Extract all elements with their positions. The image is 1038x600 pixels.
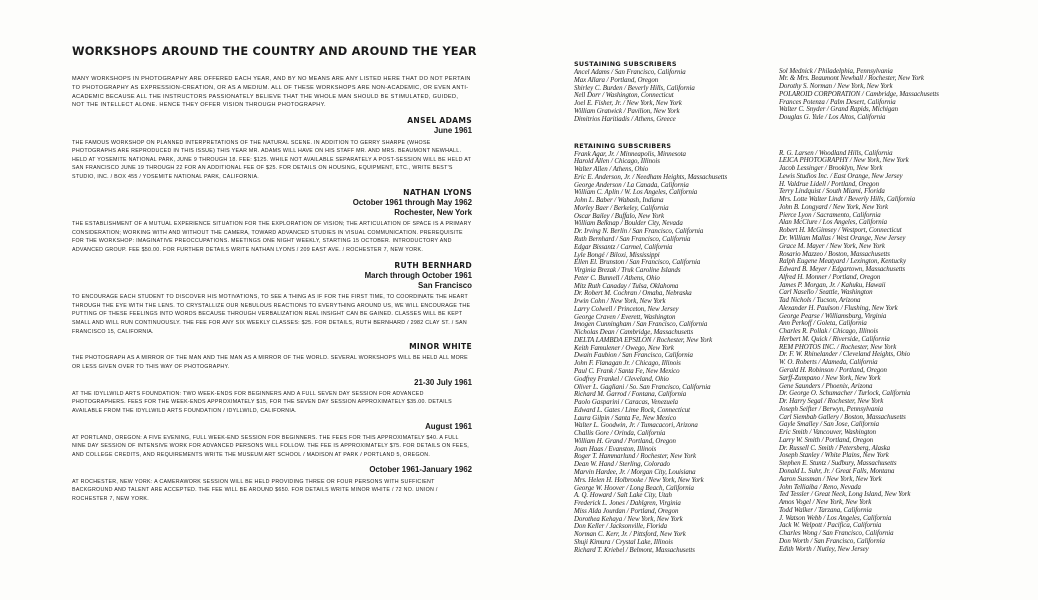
subscriber-entry: Shuji Kimura / Crystal Lake, Illinois [574,538,673,546]
subscriber-entry: Gerald H. Robinson / Portland, Oregon [779,367,887,375]
subscriber-entry: Alfred H. Monner / Portland, Oregon [779,273,881,281]
subscriber-entry: LEICA PHOTOGRAPHY / New York, New York [779,157,909,165]
subscriber-entry: Virginia Brezak / Truk Caroline Islands [574,267,681,275]
workshop-date-place: August 1961 [425,421,472,431]
sustaining-heading: SUSTAINING SUBSCRIBERS [574,60,677,68]
subscriber-entry: Lewis Studios Inc. / East Orange, New Jersey [779,172,903,180]
retaining-col-2 [779,142,974,555]
subscriber-entry: Frank Agar, Jr. / Minneapolis, Minnesota [574,150,686,158]
subscriber-entry: Irwin Cohn / New York, New York [574,298,666,306]
article-title: WORKSHOPS AROUND THE COUNTRY AND AROUND THE YEAR [72,44,477,58]
retaining-subscribers [574,142,974,555]
subscriber-entry: Alan McClure / Los Angeles, California [779,219,887,227]
subscriber-entry: R. G. Larsen / Woodland Hills, California [779,149,893,157]
workshop-date-place: San Francisco [418,280,472,290]
workshop-heading [72,261,472,292]
subscriber-entry: Paul C. Frank / Santa Fe, New Mexico [574,368,680,376]
subscriber-entry: Charles Wong / San Francisco, California [779,530,894,538]
subscriber-entry: Godfrey Frankel / Cleveland, Ohio [574,375,669,383]
subscriber-entry: J. Watson Webb / Los Angeles, California [779,514,892,522]
subscriber-entry: Frances Potenza / Palm Desert, California [779,98,896,106]
sustaining-col-1 [574,60,769,124]
sustaining-col-2 [779,60,974,124]
subscriber-entry: DELTA LAMBDA EPSILON / Rochester, New York [574,336,713,344]
subscriber-entry: William C. Aplin / W. Los Angeles, California [574,189,698,197]
subscriber-entry: Carl Nasello / Seattle, Washington [779,289,873,297]
subscriber-entry: Dimitrios Haritiadis / Athens, Greece [574,115,676,123]
subscriber-entry: John L. Baber / Wabash, Indiana [574,197,664,205]
subscriber-entry: Shirley C. Burden / Beverly Hills, California [574,84,695,92]
subscriber-entry: Walter L. Goodwin, Jr. / Tumacacori, Arizona [574,422,698,430]
workshop-heading [72,422,472,432]
intro-paragraph: MANY WORKSHOPS IN PHOTOGRAPHY ARE OFFERED EACH YEAR, AND BY NO MEANS ARE ANY LISTED HERE THAT DO NOT PERTAIN TO PHOTOGRAPHY AS EXPRESSION-CREATION, OR AS A MEDIUM. ALL OF THESE WORKSHOPS ARE NON-ACADEMIC, OR EVEN ANTI-ACADEMIC BECAUSE ALL THE INSTRUCTORS PASSIONATELY BELIEVE THAT THE WHOLE MAN SHOULD BE STIMULATED, GUIDED, NOT THE INTELLECT ALONE. HENCE THEY OFFER VISION THROUGH PHOTOGRAPHY. [72,76,471,109]
workshop-date-place: October 1961 through May 1962 [352,197,472,207]
subscriber-entry: Dwain Faubion / San Francisco, California [574,352,693,360]
subscriber-entry: John B. Longyard / New York, New York [779,203,888,211]
subscriber-entry: Paolo Gasparini / Caracas, Venezuela [574,399,679,407]
subscriber-entry: Dr. Harry Segal / Rochester, New York [779,398,884,406]
subscriber-entry: Roger T. Hammarlund / Rochester, New York [574,453,696,461]
workshop-description: AT PORTLAND, OREGON: A FIVE EVENING, FULL WEEK-END SESSION FOR BEGINNERS. THE FEES FOR THIS APPROXIMATELY $40. A FULL NINE DAY SESSION OF INTENSIVE WORK FOR ADVANCED PERSONS WILL FOLLOW. THE FEE IS APPROXIMATELY $75. FOR DETAILS ON FEES, AND COLLEGE CREDITS, AND REQUIREMENTS WRITE THE MUSEUM ART SCHOOL / MADISON AT PARK / PORTLAND 5, OREGON. [72,434,470,458]
subscriber-entry: George W. Hoover / Long Beach, California [574,484,694,492]
subscriber-entry: Keith Famulener / Owego, New York [574,344,674,352]
subscriber-entry: Harold Allen / Chicago, Illinois [574,158,660,166]
workshop-description: THE ESTABLISHMENT OF A MUTUAL EXPERIENCE SITUATION FOR THE EXPLORATION OF VISION; THE ARTICULATION OF SPACE IS A PRIMARY CONSIDERATION; WORKING WITH AND WITHOUT THE CAMERA, TOWARD ADVANCED STUDIES IN VISUAL COMMUNICATION. PREREQUISITE FOR THE WORKSHOP: IMAGINATIVE PREOCCUPATIONS. MEETINGS ONE NIGHT WEEKLY, STARTING 15 OCTOBER. INTRODUCTORY AND ADVANCED GROUP. FEE $50.00. FOR FURTHER DETAILS WRITE NATHAN LYONS / 209 EAST AVE. / ROCHESTER 7, NEW YORK. [72,221,472,253]
subscriber-entry: Todd Walker / Tarzana, California [779,506,872,514]
subscriber-entry: Terry Lindquist / South Miami, Florida [779,188,885,196]
subscriber-entry: Lyle Bongé / Biloxi, Mississippi [574,251,660,259]
subscriber-entry: Ruth Bernhard / San Francisco, California [574,236,691,243]
subscriber-entry: Morley Baer / Berkeley, California [574,204,669,212]
subscriber-entry: James P. Morgan, Jr. / Kahuku, Hawaii [779,281,886,289]
subscriber-entry: Carl Siembab Gallery / Boston, Massachusetts [779,413,906,421]
subscriber-entry: REM PHOTOS INC. / Rochester, New York [779,343,897,351]
workshop-date-place: October 1961-January 1962 [369,465,472,475]
subscriber-entry: Dr. George O. Schumacher / Turlock, California [779,390,911,398]
subscriber-entry: Dorothea Kehaya / New York, New York [574,515,683,523]
subscriber-entry: Eric E. Anderson, Jr. / Needham Heights, Massachusetts [574,173,728,181]
workshop-date-place: Rochester, New York [394,207,472,217]
workshop-description: TO ENCOURAGE EACH STUDENT TO DISCOVER HIS MOTIVATIONS, TO SEE A THING AS IF FOR THE FIRST TIME, TO COORDINATE THE HEART THROUGH THE EYE WITH THE LENS. TO CRYSTALLIZE OUR NEBULOUS REACTIONS TO EVERYTHING AROUND US, WE WILL ENCOURAGE THE PUTTING OF THESE FEELINGS INTO WORDS BECAUSE THROUGH VERBALIZATION REAL INSIGHT CAN BE GAINED. CLASSES WILL BE KEPT SMALL AND WILL RUN CONTINUOUSLY. THE FEE FOR ANY SIX WEEKLY CLASSES: $25. FOR DETAILS, RUTH BERNHARD / 2982 CLAY ST. / SAN FRANCISCO 15, CALIFORNIA. [72,294,471,335]
subscriber-entry: Dr. Irving N. Berlin / San Francisco, California [574,228,704,236]
subscriber-entry: John Telliaiba / Reno, Nevada [779,483,861,491]
subscribers-section [574,60,974,554]
subscriber-entry: Ralph Eugene Meatyard / Lexington, Kentucky [779,258,906,266]
subscriber-entry: Peter C. Bunnell / Athens, Ohio [574,274,660,282]
subscriber-entry: Larry W. Smith / Portland, Oregon [779,436,874,444]
subscriber-entry: Ellen El. Brunston / San Francisco, California [574,259,701,267]
subscriber-entry: Gene Saunders / Phoenix, Arizona [779,382,873,390]
subscriber-entry: H. Valdrue Lidell / Portland, Oregon [779,180,879,188]
workshops-list [72,116,472,503]
workshop-date-place: March through October 1961 [364,270,472,280]
subscriber-entry: Donald L. Suhr, Jr. / Great Falls, Montana [779,467,895,475]
subscriber-entry: Imogen Cunningham / San Francisco, California [574,321,708,329]
subscriber-entry: George Craven / Everett, Washington [574,313,676,321]
subscriber-entry: Dr. F. W. Rhinelander / Cleveland Heights, Ohio [779,351,911,359]
subscriber-entry: Pierce Lyon / Sacramento, California [779,211,881,219]
subscriber-entry: Charles R. Pollak / Chicago, Illinois [779,328,879,336]
subscriber-entry: Don Worth / San Francisco, California [779,537,885,545]
subscriber-entry: Mrs. Helen H. Holbrooke / New York, New York [574,476,704,484]
subscriber-entry: Edward B. Meyer / Edgartown, Massachusetts [779,266,906,274]
subscriber-entry: Robert H. McGimsey / Westport, Connecticut [779,227,902,235]
subscriber-entry: Laura Gilpin / Santa Fe, New Mexico [574,414,677,422]
subscriber-entry: Joan Haas / Evanston, Illinois [574,445,657,453]
subscriber-entry: Gayle Smalley / San Jose, California [779,421,880,429]
workshop-heading [72,188,472,219]
subscriber-entry: Amos Vogel / New York, New York [779,499,872,507]
subscriber-entry: Oscar Bailey / Buffalo, New York [574,212,665,220]
subscriber-entry: Edgar Bissantz / Carmel, California [574,243,673,251]
subscriber-entry: William Gratwick / Pavilion, New York [574,107,680,115]
subscriber-entry: Herbert M. Quick / Riverside, California [779,335,890,343]
workshop-instructor: ANSEL ADAMS [407,116,472,126]
workshop-heading [72,116,472,136]
subscriber-entry: Eric Smith / Vancouver, Washington [779,429,876,437]
subscriber-entry: William Belknap / Boulder City, Nevada [574,220,683,228]
subscriber-entry: Frederick L. Jones / Dahlgren, Virginia [574,500,681,508]
subscriber-entry: Dr. Russell C. Smith / Petersberg, Alaska [779,444,891,452]
subscriber-entry: Mr. & Mrs. Beaumont Newhall / Rochester, New York [779,75,924,83]
workshop-description: AT THE IDYLLWILD ARTS FOUNDATION: TWO WEEK-ENDS FOR BEGINNERS AND A FULL SEVEN DAY SESSION FOR ADVANCED PHOTOGRAPHERS. FEES FOR THE WEEK-ENDS APPROXIMATELY $15, FOR THE SEVEN DAY SESSION APPROXIMATELY $35.00. DETAILS AVAILABLE FROM THE IDYLLWILD ARTS FOUNDATION / IDYLLWILD, CALIFORNIA. [72,390,452,414]
subscriber-entry: Edith Worth / Nutley, New Jersey [779,545,869,553]
subscriber-entry: Sarff-Zumpano / New York, New York [779,374,881,382]
subscriber-entry: Larry Colwell / Princeton, New Jersey [574,305,679,313]
subscriber-entry: Joseph Stanley / White Plains, New York [779,452,889,460]
retaining-col-1 [574,142,769,555]
subscriber-entry: Jacob Lessinger / Brooklyn, New York [779,165,883,173]
subscriber-entry: Ann Perkoff / Goleta, California [779,320,867,328]
subscriber-entry: Aaron Sussman / New York, New York [779,475,882,483]
subscriber-entry: Nicholas Dean / Cambridge, Massachusetts [574,329,694,337]
subscriber-entry: Richard T. Kriebel / Belmont, Massachusetts [574,546,695,554]
subscriber-entry: Edward L. Gates / Lime Rock, Connecticut [574,406,691,414]
subscriber-entry: Don Keller / Jacksonville, Florida [574,523,668,531]
workshop-description: THE FAMOUS WORKSHOP ON PLANNED INTERPRETATIONS OF THE NATURAL SCENE. IN ADDITION TO GERRY SHARPE (WHOSE PHOTOGRAPHS ARE REPRODUCED IN THIS ISSUE) THIS YEAR MR. ADAMS WILL HAVE ON HIS STAFF MR. AND MRS. BEAUMONT NEWHALL. HELD AT YOSEMITE NATIONAL PARK, JUNE 9 THROUGH 18. FEE: $125. WHILE NOT AVAILABLE SEPARATELY A POST-SESSION WILL BE HELD AT SAN FRANCISCO JUNE 19 THROUGH 22 FOR AN ADDITIONAL FEE OF $25. FOR DETAILS ON HOUSING, EQUIPMENT, ETC., WRITE BEST'S STUDIO, INC. / BOX 455 / YOSEMITE NATIONAL PARK, CALIFORNIA. [72,139,472,180]
subscriber-entry: Max Allara / Portland, Oregon [574,76,659,84]
subscriber-entry: Walter Allen / Athens, Ohio [574,166,649,174]
workshops-article [72,44,477,503]
subscriber-entry: Rosario Mazzeo / Boston, Massachusetts [779,250,890,258]
subscriber-entry: Stephen E. Stuntz / Sudbury, Massachusetts [779,460,897,468]
workshop-description: THE PHOTOGRAPH AS A MIRROR OF THE MAN AND THE MAN AS A MIRROR OF THE WORLD. SEVERAL WORKSHOPS WILL BE HELD ALL MORE OR LESS GIVEN OVER TO THIS WAY OF PHOTOGRAPHY. [72,355,468,370]
workshop-date-place: 21-30 July 1961 [414,377,472,387]
sustaining-subscribers [574,60,974,124]
subscriber-entry: Nell Dorr / Washington, Connecticut [574,92,674,100]
workshop-instructor: NATHAN LYONS [403,187,472,197]
subscriber-entry: A. Q. Howard / Salt Lake City, Utah [574,492,672,500]
subscriber-entry: Marvin Hardee, Jr. / Morgan City, Louisiana [574,468,696,476]
subscriber-entry: William H. Grand / Portland, Oregon [574,437,676,445]
subscriber-entry: Sol Mednick / Philadelphia, Pennsylvania [779,67,893,75]
workshop-heading [72,465,472,475]
subscriber-entry: Dorothy S. Norman / New York, New York [779,83,893,91]
subscriber-entry: Dr. William Mallas / West Orange, New Jersey [779,235,906,242]
subscriber-entry: Challis Gore / Orinda, California [574,430,666,438]
subscriber-entry: John F. Flanagan Jr. / Chicago, Illinois [574,360,681,368]
subscriber-entry: George Pearse / Williamsburg, Virginia [779,312,887,320]
subscriber-entry: George Anderson / La Canada, California [574,181,689,189]
subscriber-entry: Richard M. Garrod / Fontana, California [574,391,687,399]
subscriber-entry: Alexander H. Paulson / Flushing, New York [779,304,898,312]
workshop-description: AT ROCHESTER, NEW YORK: A CAMERAWORK SESSION WILL BE HELD PROVIDING THREE OR FOUR PERSONS WITH SUFFICIENT BACKGROUND AND TALENT ARE ACCEPTED. THE FEE WILL BE AROUND $650. FOR DETAILS WRITE MINOR WHITE / 72 NO. UNION / ROCHESTER 7, NEW YORK. [72,478,438,502]
workshop-heading [72,342,472,352]
subscriber-entry: POLAROID CORPORATION / Cambridge, Massachusetts [779,90,939,98]
subscriber-entry: Walter C. Snyder / Grand Rapids, Michigan [779,106,899,114]
subscriber-entry: Ancel Adams / San Francisco, California [574,69,686,76]
subscriber-entry: Oliver L. Gagliani / So. San Francisco, California [574,383,711,391]
retaining-heading: RETAINING SUBSCRIBERS [574,141,672,150]
subscriber-entry: Mrs. Lotte Walter Lindt / Beverly Hills, California [779,196,915,204]
subscriber-entry: Mitz Ruth Canaday / Tulsa, Oklahoma [574,282,679,290]
subscriber-entry: Jack W. Welpott / Pacifica, California [779,522,882,530]
subscriber-entry: Miss Alda Jourdan / Portland, Oregon [574,507,679,515]
subscriber-entry: Ted Tessler / Great Neck, Long Island, New York [779,491,911,499]
subscriber-entry: Dean W. Hand / Sterling, Colorado [574,461,670,469]
subscriber-entry: Tad Nichols / Tucson, Arizona [779,297,861,305]
subscriber-entry: Joel E. Fisher, Jr. / New York, New York [574,100,682,108]
subscriber-entry: Dr. Robert M. Cochran / Omaha, Nebraska [574,290,692,298]
workshop-instructor: RUTH BERNHARD [394,260,472,270]
workshop-heading [72,378,472,388]
subscriber-entry: Douglas G. Yule / Los Altos, California [779,114,886,122]
subscriber-entry: Grace M. Mayer / New York, New York [779,242,885,250]
subscriber-entry: Joseph Seifter / Berwyn, Pennsylvania [779,405,883,413]
workshop-date-place: June 1961 [433,126,472,136]
subscriber-entry: W. O. Roberts / Alameda, California [779,359,878,367]
workshop-instructor: MINOR WHITE [409,342,472,352]
subscriber-entry: Norman C. Kerr, Jr. / Pittsford, New York [574,531,686,539]
